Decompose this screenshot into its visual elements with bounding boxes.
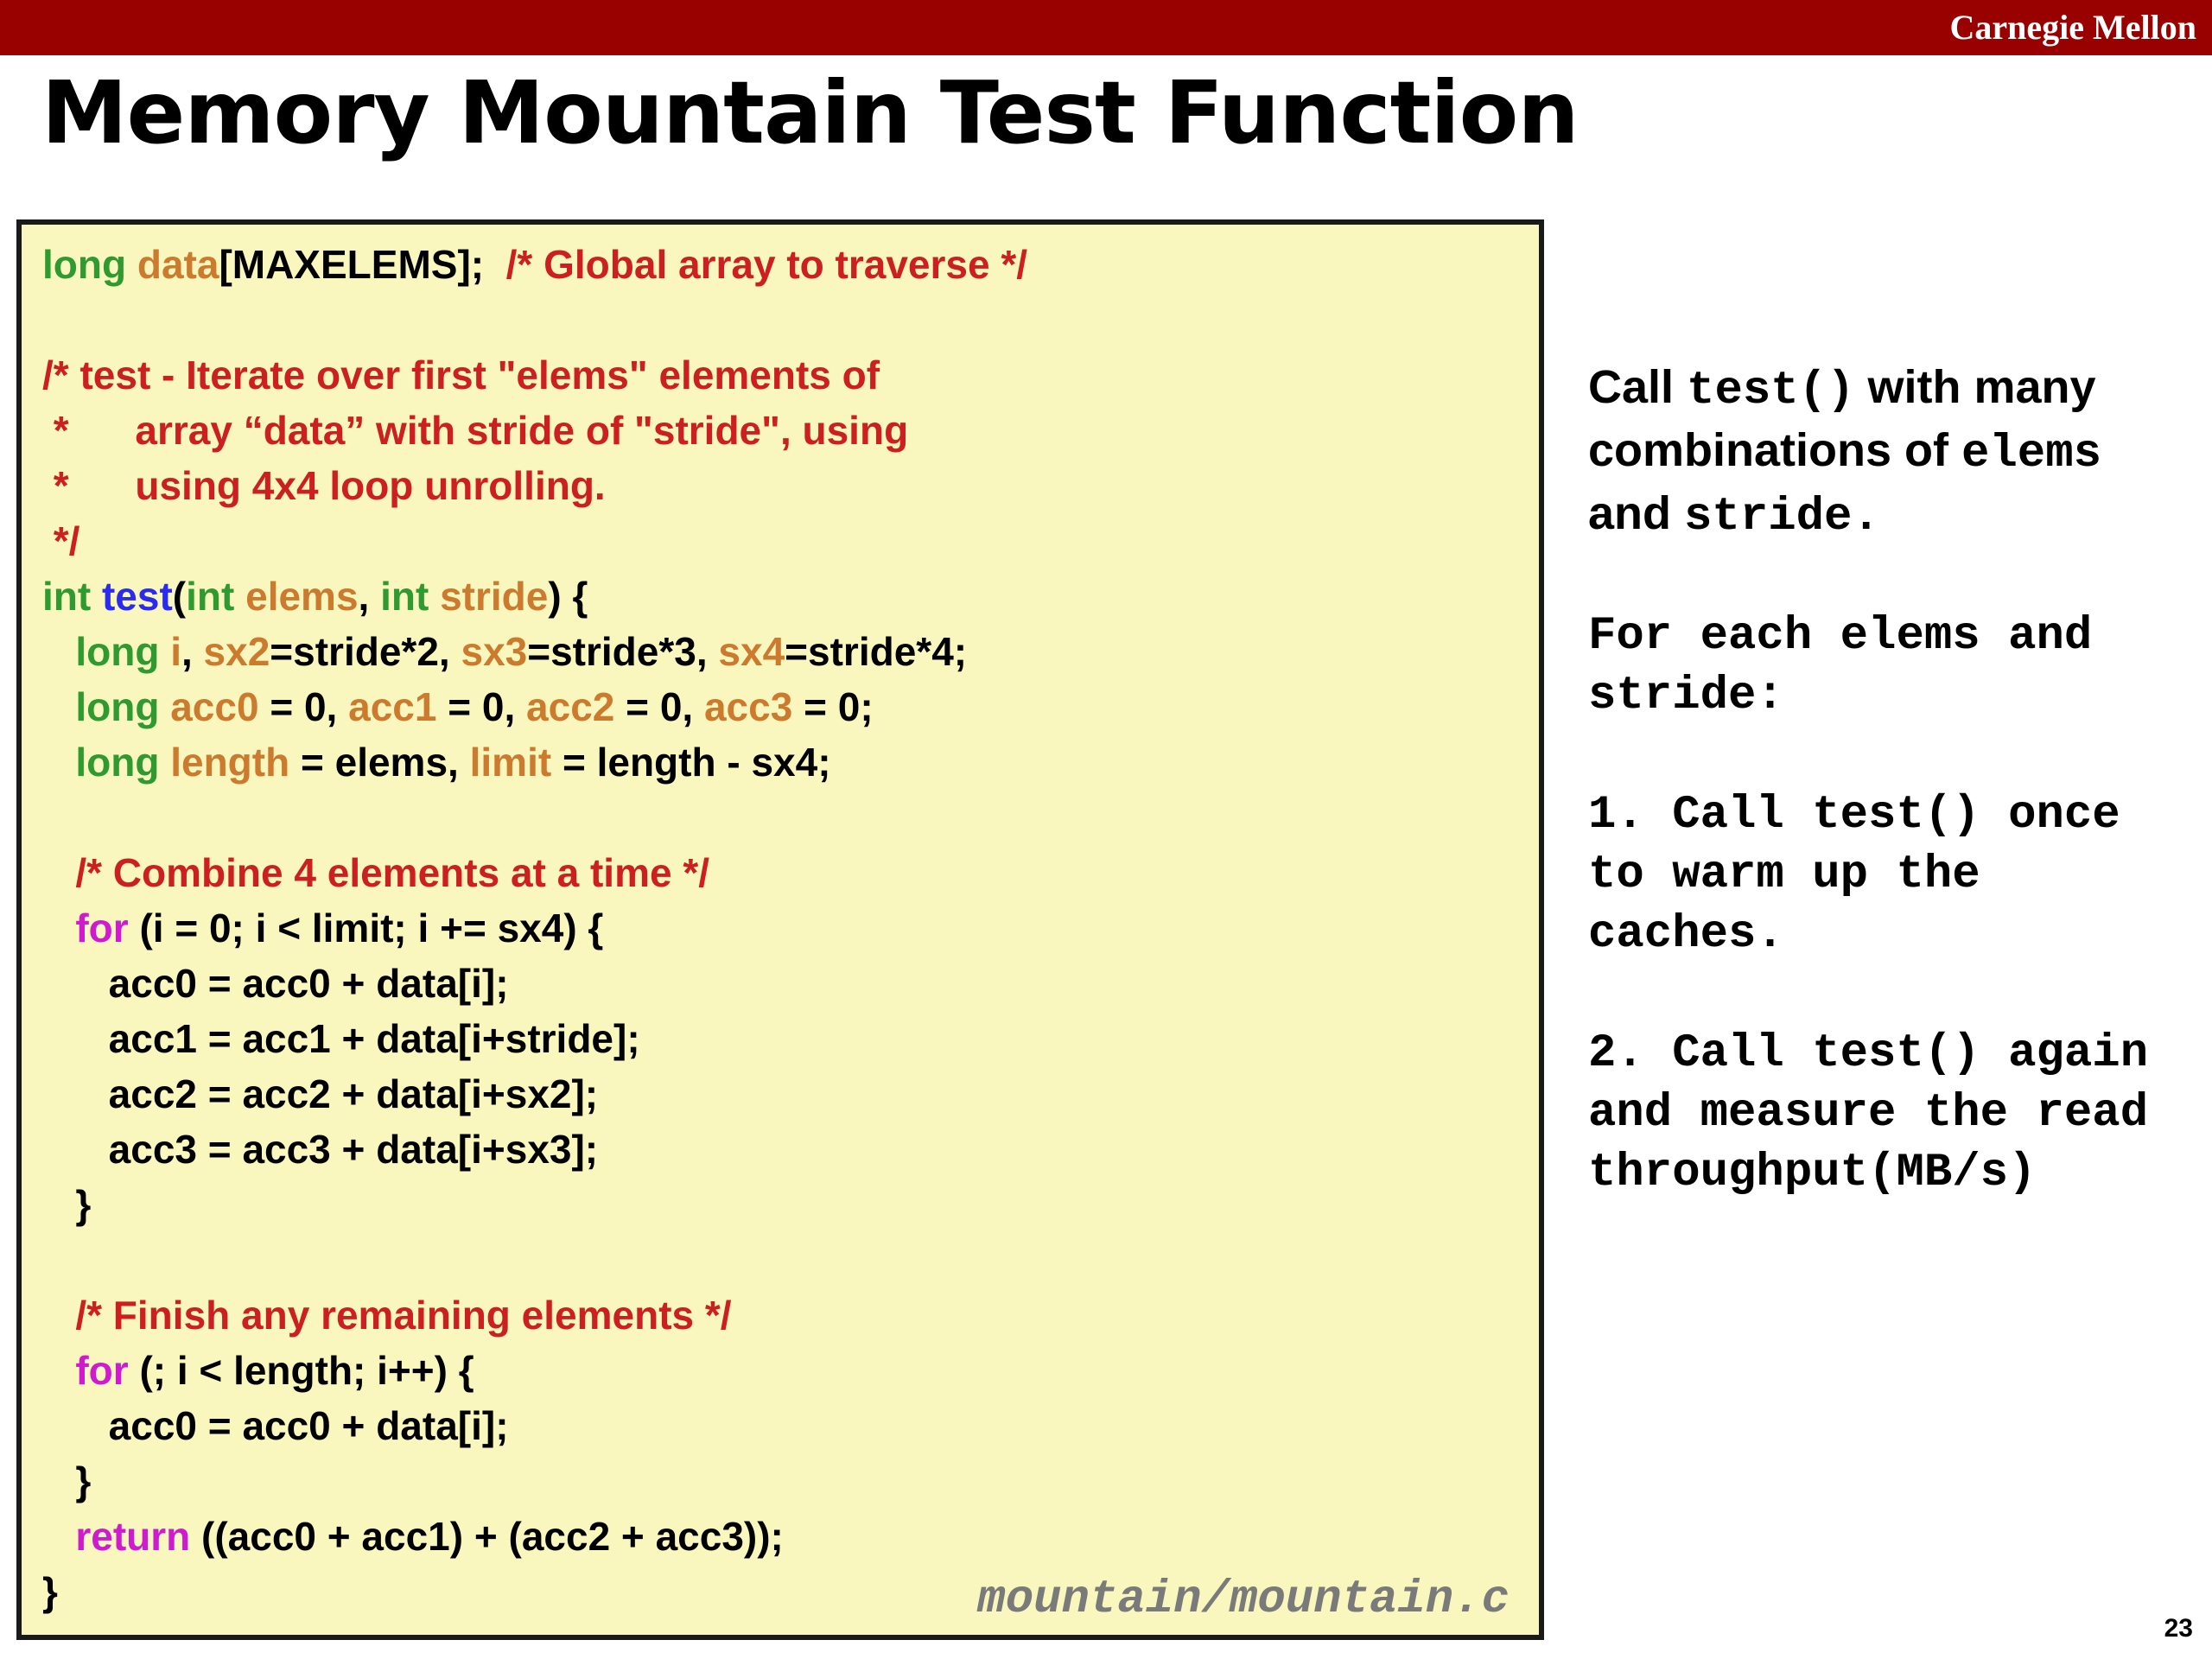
code-token: test: [101, 574, 173, 619]
code-line: [42, 1398, 1027, 1453]
code-token: acc0 = acc0 + data[i];: [42, 1403, 509, 1448]
code-token: acc1 = acc1 + data[i+stride];: [42, 1016, 640, 1061]
explanation-para-2: For each elems and stride:: [1588, 610, 2093, 722]
code-line: [42, 1453, 1027, 1509]
code-token: */: [42, 518, 80, 563]
code-line: [42, 1343, 1027, 1398]
explanation-panel: [1588, 358, 2193, 1203]
explanation-para-3: 1. Call test() once to warm up the caches.: [1588, 789, 2120, 961]
code-token: stride: [440, 574, 549, 619]
code-line: [42, 900, 1027, 956]
code-token: * array “data” with stride of "stride", using: [42, 408, 909, 453]
code-token: data: [137, 242, 219, 287]
code-token: = 0;: [792, 684, 874, 729]
code-inline: elems: [1961, 428, 2102, 480]
code-token: (: [172, 574, 187, 619]
code-token: (; i < length; i++) {: [128, 1348, 474, 1393]
code-token: acc1: [348, 684, 437, 729]
code-token: sx4: [718, 629, 785, 674]
code-token: acc2: [526, 684, 615, 729]
text-run: Call: [1588, 361, 1688, 413]
code-line: [42, 1564, 1027, 1619]
code-token: long: [75, 740, 171, 785]
code-line: [42, 1011, 1027, 1066]
code-line: [42, 1177, 1027, 1232]
code-token: sx2: [203, 629, 270, 674]
code-token: long: [75, 684, 171, 729]
code-token: ,: [181, 629, 204, 674]
code-token: [42, 740, 75, 785]
code-token: ((acc0 + acc1) + (acc2 + acc3));: [190, 1514, 784, 1559]
code-token: [42, 906, 75, 950]
code-token: acc3 = acc3 + data[i+sx3];: [42, 1127, 599, 1172]
text-run: and: [1588, 487, 1685, 539]
code-listing: [42, 237, 1027, 1619]
code-token: int: [186, 574, 246, 619]
code-line: [42, 458, 1027, 513]
code-token: /* Finish any remaining elements */: [75, 1293, 732, 1338]
code-token: [42, 684, 75, 729]
code-line: [42, 513, 1027, 569]
code-token: [42, 1514, 75, 1559]
top-bar: [0, 0, 2212, 55]
code-line: [42, 1122, 1027, 1177]
code-token: acc0 = acc0 + data[i];: [42, 961, 509, 1006]
code-token: i: [170, 629, 181, 674]
code-line: [42, 569, 1027, 624]
code-line: [42, 624, 1027, 679]
code-token: [42, 629, 75, 674]
code-token: =stride*4;: [785, 629, 968, 674]
code-token: [42, 1348, 75, 1393]
code-token: }: [42, 1569, 58, 1614]
code-token: = 0,: [614, 684, 704, 729]
code-line: [42, 679, 1027, 734]
code-token: ) {: [548, 574, 588, 619]
explanation-para-1: [1588, 358, 2193, 547]
code-token: = 0,: [436, 684, 527, 729]
explanation-para-4: 2. Call test() again and measure the read throughput(MB/s): [1588, 1027, 2149, 1199]
code-line: [42, 734, 1027, 790]
code-token: int: [42, 574, 102, 619]
code-line: [42, 292, 1027, 347]
code-line: [42, 845, 1027, 900]
code-token: }: [42, 1182, 92, 1227]
code-token: =stride*2,: [270, 629, 461, 674]
code-inline: stride.: [1684, 491, 1880, 543]
code-token: limit: [469, 740, 552, 785]
code-token: length: [170, 740, 290, 785]
code-token: [42, 1293, 75, 1338]
code-token: for: [75, 906, 129, 950]
code-token: = elems,: [289, 740, 470, 785]
code-line: [42, 790, 1027, 845]
text-run: with many combinations of: [1588, 361, 2096, 476]
code-line: [42, 237, 1027, 292]
code-token: ,: [358, 574, 381, 619]
code-line: [42, 347, 1027, 403]
code-filename: mountain/mountain.c: [977, 1573, 1510, 1626]
code-line: [42, 956, 1027, 1011]
brand-label: Carnegie Mellon: [1949, 8, 2196, 47]
code-token: [MAXELEMS];: [219, 242, 506, 287]
code-box: [16, 219, 1544, 1640]
code-token: acc3: [703, 684, 793, 729]
code-token: long: [75, 629, 171, 674]
code-token: * using 4x4 loop unrolling.: [42, 463, 606, 508]
code-line: [42, 1066, 1027, 1122]
code-token: (i = 0; i < limit; i += sx4) {: [128, 906, 604, 950]
code-token: return: [75, 1514, 191, 1559]
code-line: [42, 403, 1027, 458]
code-token: = 0,: [258, 684, 349, 729]
code-token: /* Global array to traverse */: [505, 242, 1028, 287]
code-line: [42, 1232, 1027, 1287]
code-token: long: [42, 242, 137, 287]
code-token: = length - sx4;: [551, 740, 831, 785]
code-token: acc0: [170, 684, 259, 729]
code-token: int: [380, 574, 441, 619]
code-token: /* Combine 4 elements at a time */: [75, 850, 710, 895]
code-token: [42, 850, 75, 895]
code-inline: test(): [1687, 365, 1855, 417]
code-token: elems: [245, 574, 359, 619]
code-line: [42, 1287, 1027, 1343]
code-token: sx3: [461, 629, 528, 674]
code-token: /* test - Iterate over first "elems" elements of: [42, 353, 880, 397]
page-number: 23: [2164, 1614, 2193, 1643]
code-token: }: [42, 1459, 92, 1503]
code-token: acc2 = acc2 + data[i+sx2];: [42, 1071, 599, 1116]
slide-title: Memory Mountain Test Function: [41, 62, 1579, 163]
code-line: [42, 1509, 1027, 1564]
code-token: =stride*3,: [527, 629, 719, 674]
code-token: for: [75, 1348, 129, 1393]
